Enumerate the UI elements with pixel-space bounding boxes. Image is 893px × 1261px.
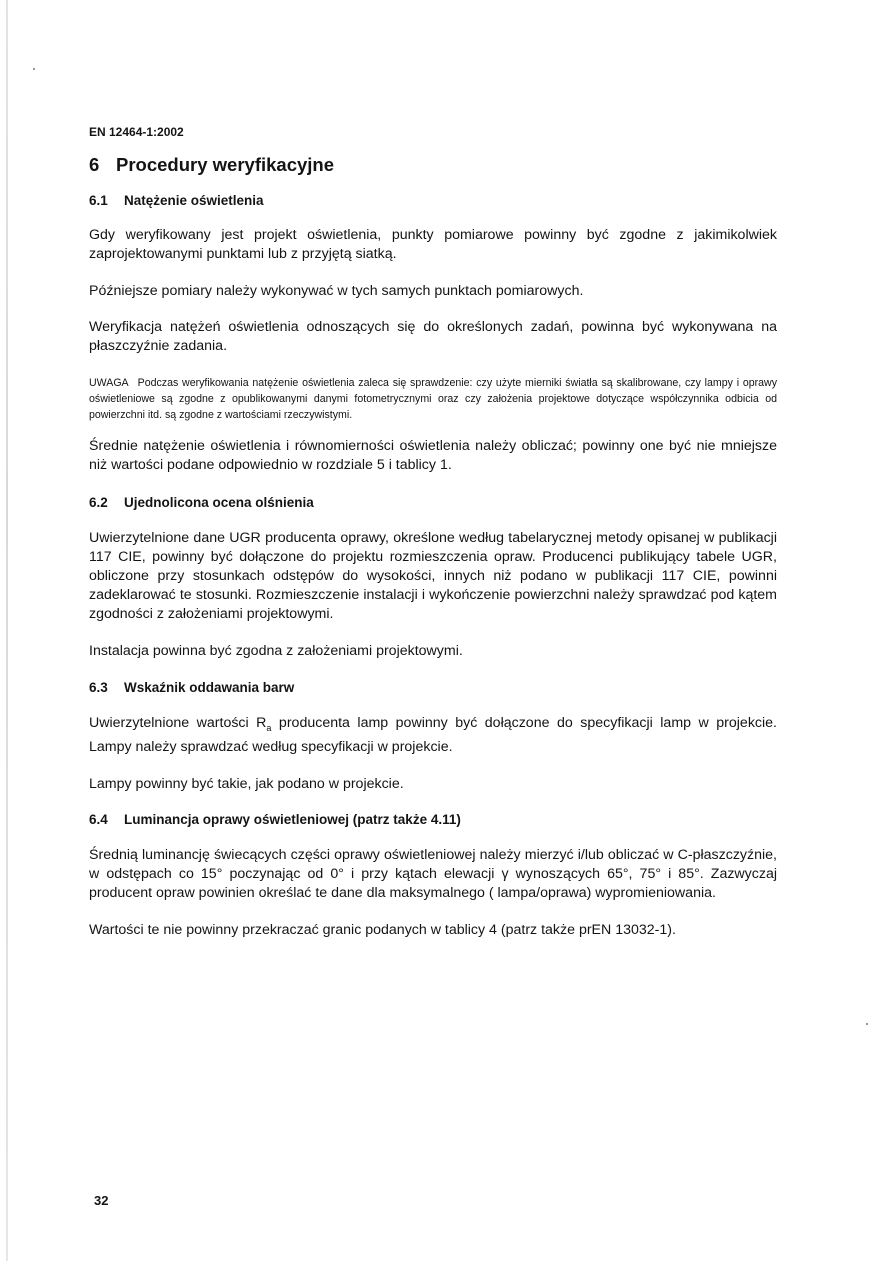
paragraph: Późniejsze pomiary należy wykonywać w tych samych punktach pomiarowych. — [89, 283, 584, 299]
standard-code: EN 12464-1:2002 — [89, 125, 184, 139]
section-title-6-4 — [89, 811, 777, 829]
section-title-text: Ujednolicona ocena olśnienia — [124, 495, 314, 510]
section-title-text: Natężenie oświetlenia — [124, 193, 264, 208]
section-title-text: Luminancja oprawy oświetleniowej (patrz także 4.11) — [124, 811, 461, 827]
scan-speck — [33, 68, 35, 70]
page-content — [89, 124, 777, 940]
section-number: 6.1 — [89, 193, 108, 208]
section-number: 6.3 — [89, 680, 108, 695]
paragraph: Instalacja powinna być zgodna z założeniami projektowymi. — [89, 643, 463, 659]
text-run: producenta lamp powinny być dołączone do specyfikacji lamp w projekcie. Lampy należy sprawdzać według specyfikacji w projekcie. — [89, 715, 777, 755]
note — [89, 375, 777, 423]
paragraph: Średnią luminancję świecących części oprawy oświetleniowej należy mierzyć i/lub obliczać w C-płaszczyźnie, w odstępach co 15° poczynając od 0° i przy kątach elewacji γ wynoszących 65°, 75° i 85°. Zazwyczaj producent opraw powinien określać te dane dla maksymalnego ( lampa/oprawa) wypromieniowania. — [89, 846, 777, 901]
section-number: 6.2 — [89, 495, 108, 510]
note-text: Podczas weryfikowania natężenie oświetlenia zaleca się sprawdzenie: czy użyte mierniki światła są skalibrowane, czy lampy i oprawy oświetleniowe są zgodne z opublikowanymi danymi fotometrycznymi oraz czy założenia projektowe dotyczące współczynnika odbicia od powierzchni itd. są zgodne z wartościami rzeczywistymi. — [89, 377, 777, 421]
chapter-title — [89, 153, 777, 177]
text-run: Uwierzytelnione wartości R — [89, 715, 267, 731]
scan-edge-line — [6, 0, 8, 1261]
chapter-number: 6 — [89, 154, 100, 175]
section-title-text: Wskaźnik oddawania barw — [124, 680, 295, 695]
paragraph: Lampy powinny być takie, jak podano w projekcie. — [89, 775, 404, 792]
paragraph: Średnie natężenie oświetlenia i równomierności oświetlenia należy obliczać; powinny one być nie mniejsze niż wartości podane odpowiednio w rozdziale 5 i tablicy 1. — [89, 438, 777, 473]
section-number: 6.4 — [89, 811, 108, 827]
page-number: 32 — [94, 1193, 109, 1208]
section-title-6-1 — [89, 192, 777, 210]
paragraph: Gdy weryfikowany jest projekt oświetlenia, punkty pomiarowe powinny być zgodne z jakimikolwiek zaprojektowanymi punktami lub z przyjętą siatką. — [89, 227, 777, 262]
subscript: a — [266, 722, 272, 733]
paragraph: Weryfikacja natężeń oświetlenia odnoszących się do określonych zadań, powinna być wykonywana na płaszczyźnie zadania. — [89, 319, 777, 354]
note-label: UWAGA — [89, 377, 129, 389]
paragraph — [89, 714, 777, 757]
section-title-6-2 — [89, 494, 777, 512]
chapter-title-text: Procedury weryfikacyjne — [116, 154, 334, 175]
paragraph: Wartości te nie powinny przekraczać granic podanych w tablicy 4 (patrz także prEN 13032-1). — [89, 921, 676, 938]
paragraph: Uwierzytelnione dane UGR producenta oprawy, określone według tabelarycznej metody opisanej w publikacji 117 CIE, powinny być dołączone do projektu rozmieszczenia opraw. Producenci publikujący tabele UGR, obliczone przy stosunkach odstępów do wysokości, innych niż podano w publikacji 117 CIE, powinni zadeklarować te stosunki. Rozmieszczenie instalacji i wykończenie powierzchni należy sprawdzać pod kątem zgodności z założeniami projektowymi. — [89, 530, 777, 622]
scan-speck — [866, 1023, 868, 1025]
section-title-6-3 — [89, 679, 777, 697]
